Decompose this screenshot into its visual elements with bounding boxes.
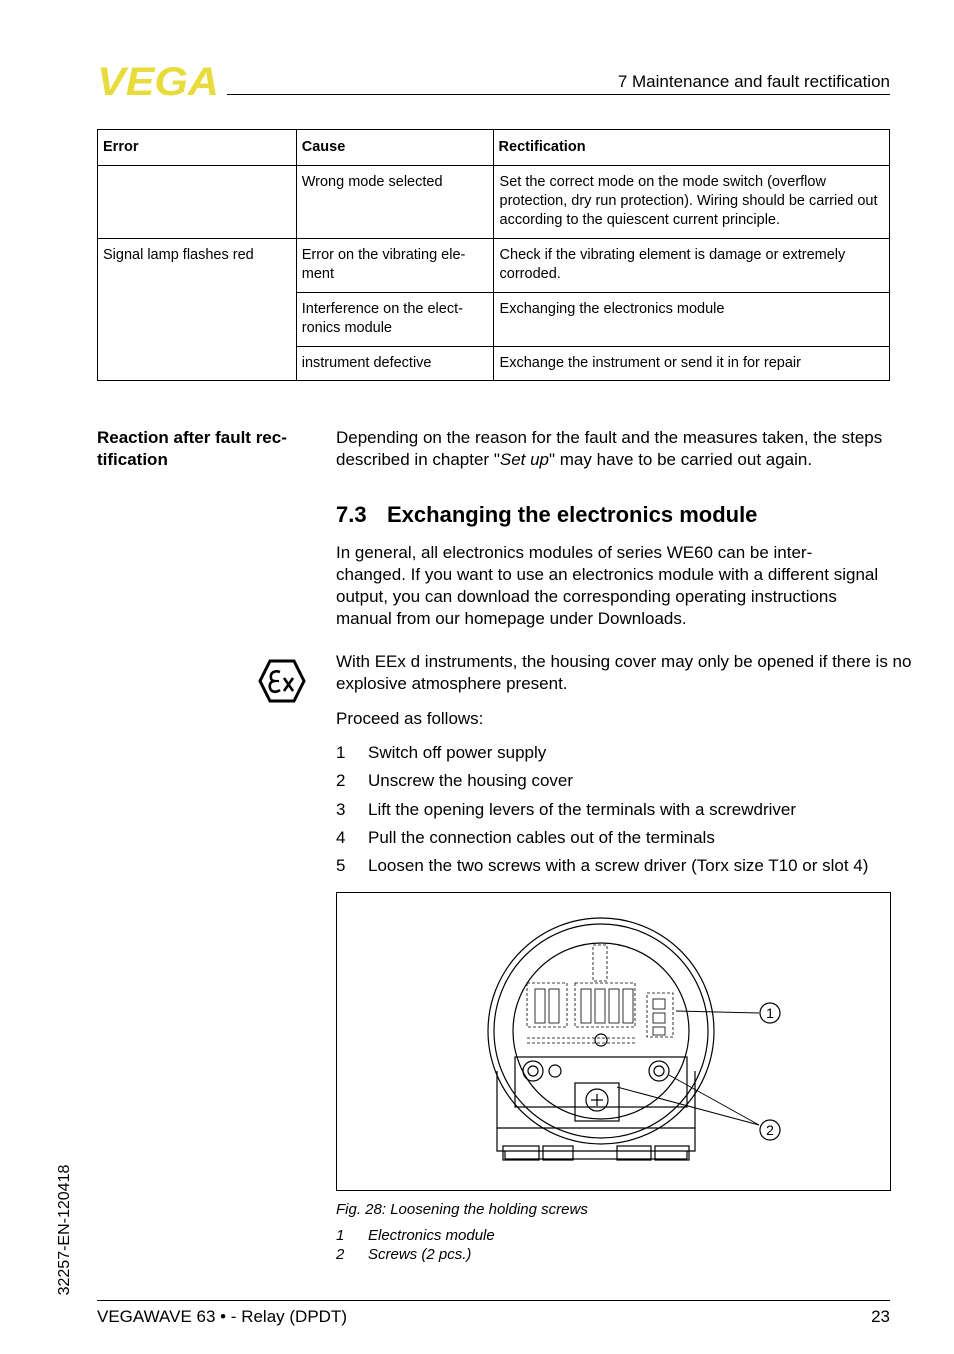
step-text: Loosen the two screws with a screw driver (Torx size T10 or slot 4) (368, 856, 869, 875)
reaction-heading: Reaction after fault rec- tification (97, 428, 287, 469)
callout-2 (760, 1120, 780, 1140)
intro-paragraph: In general, all electronics modules of series WE60 can be inter- changed. If you want to use an electronics module with a different signal output, you can download the corresponding operating instructions manual from our homepage under Downloads. (336, 543, 879, 628)
list-item (336, 799, 796, 821)
proceed-text: Proceed as follows: (336, 709, 484, 728)
list-item (336, 855, 868, 877)
reaction-text: Depending on the reason for the fault and the measures taken, the steps described in chapter " (336, 428, 883, 469)
ex-note-paragraph: With EEx d instruments, the housing cover may only be opened if there is no explosive atmosphere present. (336, 652, 912, 693)
table-cell-cause: Interference on the elect- ronics module (296, 293, 493, 347)
list-item (336, 742, 546, 764)
table-cell-error (98, 166, 297, 239)
figure-caption: Fig. 28: Loosening the holding screws (336, 1201, 588, 1218)
legend-item (336, 1246, 471, 1263)
document-number: 32257-EN-120418 (56, 1164, 73, 1296)
callout-1 (760, 1003, 780, 1023)
reaction-paragraph (336, 427, 896, 471)
step-text: Pull the connection cables out of the terminals (368, 828, 715, 847)
list-item (336, 770, 573, 792)
step-number: 5 (336, 856, 346, 875)
figure-frame (336, 892, 891, 1191)
section-heading (336, 502, 757, 528)
table-cell-cause: Error on the vibrating ele- ment (296, 239, 493, 293)
legend-text: Electronics module (368, 1227, 495, 1244)
ex-warning-icon (258, 658, 306, 704)
header-rule (227, 94, 890, 95)
legend-text: Screws (2 pcs.) (368, 1246, 472, 1263)
housing-drawing (337, 893, 890, 1190)
vega-logo (97, 64, 219, 98)
table-cell-cause: Wrong mode selected (296, 166, 493, 239)
header-section-title: 7 Maintenance and fault rectification (617, 72, 890, 91)
table-cell-rectification: Exchange the instrument or send it in for repair (493, 347, 889, 381)
table-row (98, 166, 890, 239)
step-number: 1 (336, 743, 346, 762)
reaction-text-end: " may have to be carried out again. (549, 450, 813, 469)
column-header: Cause (296, 130, 493, 166)
step-text: Unscrew the housing cover (368, 771, 574, 790)
step-number: 2 (336, 771, 346, 790)
table-cell-error: Signal lamp flashes red (98, 239, 297, 381)
legend-number: 1 (336, 1227, 345, 1244)
section-title: Exchanging the electronics module (387, 502, 758, 527)
table-header-row (98, 130, 890, 166)
reaction-chapter-ref: Set up (499, 450, 550, 469)
list-item (336, 827, 715, 849)
callout-1-label: 1 (766, 1005, 774, 1021)
page-number: 23 (871, 1307, 890, 1326)
section-number: 7.3 (336, 502, 367, 527)
footer-rule (97, 1300, 890, 1301)
table-cell-rectification: Set the correct mode on the mode switch (overflow protection, dry run protection). Wiring should be carried out according to the quiescent current principle. (493, 166, 889, 239)
table-cell-rectification: Exchanging the electronics module (493, 293, 889, 347)
callout-2-label: 2 (766, 1122, 774, 1138)
step-text: Lift the opening levers of the terminals with a screwdriver (368, 800, 797, 819)
table-cell-cause: instrument defective (296, 347, 493, 381)
footer-product: VEGAWAVE 63 • - Relay (DPDT) (97, 1307, 347, 1326)
step-number: 3 (336, 800, 346, 819)
legend-number: 2 (336, 1246, 345, 1263)
column-header: Rectification (493, 130, 889, 166)
step-text: Switch off power supply (368, 743, 547, 762)
table-row (98, 239, 890, 293)
legend-item (336, 1227, 495, 1244)
step-number: 4 (336, 828, 346, 847)
column-header: Error (98, 130, 297, 166)
fault-table (97, 129, 890, 381)
logo-text: VEGA (97, 64, 219, 98)
table-cell-rectification: Check if the vibrating element is damage or extremely corroded. (493, 239, 889, 293)
